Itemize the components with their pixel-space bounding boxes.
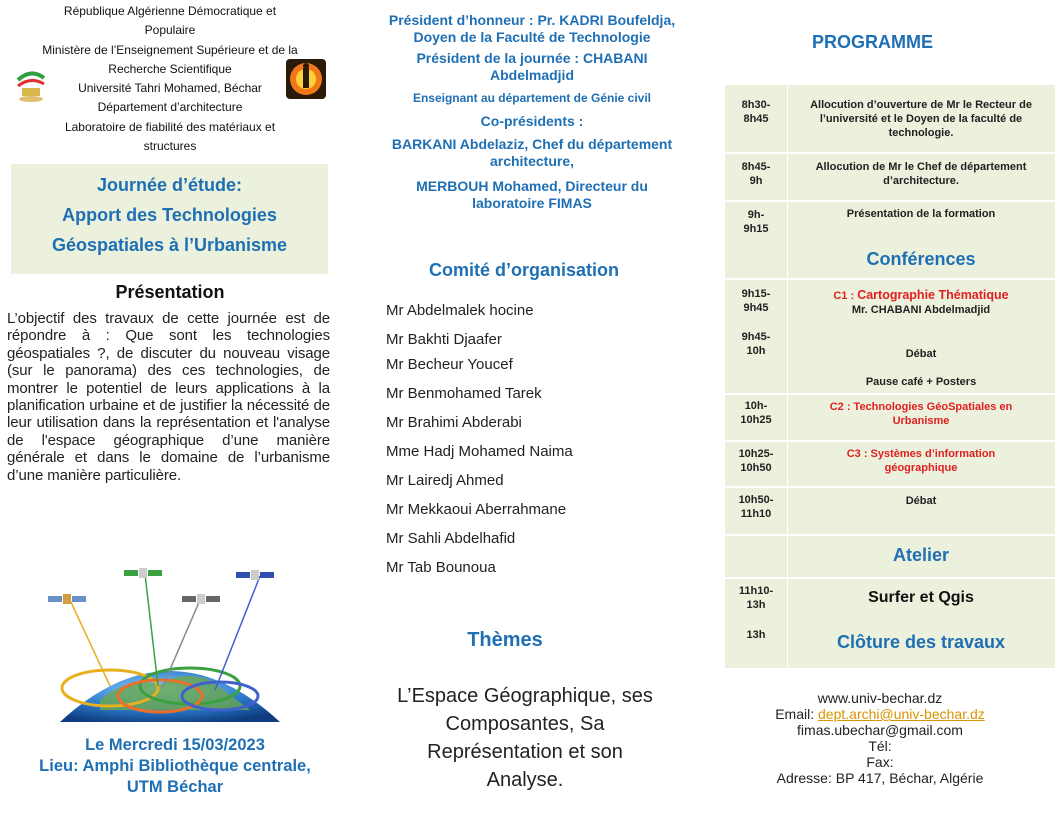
list-item: Mr Brahimi Abderabi [386,414,522,431]
c1-speaker: Mr. CHABANI Abdelmadjid [851,304,991,316]
time-cell: 9h45- 10h [741,331,771,357]
debate-label: Débat [905,495,937,507]
time-cell: 8h45- 9h [741,161,771,187]
time-cell: 10h- 10h25 [740,400,772,426]
list-item: Mr Lairedj Ahmed [386,472,504,489]
university-logo [14,66,48,104]
honor-line: Président de la journée : CHABANI [416,50,648,66]
study-day-line: Géospatiales à l’Urbanisme [51,235,288,255]
time-cell: 11h10- 13h [738,585,774,611]
themes-line: Représentation et son [427,741,623,763]
program-title: PROGRAMME [812,32,933,52]
themes-text [340,682,710,794]
themes-title: Thèmes [467,629,543,651]
time-cell: 8h30- 8h45 [741,99,771,125]
institution-line: Recherche Scientifique [108,61,232,76]
row-divider [725,278,1055,280]
address: Adresse: BP 417, Béchar, Algérie [776,770,984,786]
event-location-2: UTM Béchar [126,778,224,796]
c1-code: C1 : [833,290,858,302]
list-item: Mr Bakhti Djaafer [386,331,502,348]
honor-line: Co-présidents : [480,113,584,129]
themes-line: L’Espace Géographique, ses [397,685,653,707]
list-item: Mr Benmohamed Tarek [386,385,542,402]
workshop-software: Surfer et Qgis [868,589,974,606]
study-day-line: Journée d’étude: [96,175,243,195]
event-location: Lieu: Amphi Bibliothèque centrale, [39,757,311,775]
committee-members-list [386,300,573,586]
program-schedule-table [725,85,1055,668]
institution-line: structures [143,139,197,154]
description-cell: Présentation de la formation [846,208,996,220]
list-item: Mme Hadj Mohamed Naima [386,443,573,460]
conference-c2: C2 : Technologies GéoSpatiales en Urbanisme [829,401,1013,427]
satellite-globe-illustration [40,560,300,722]
workshop-heading: Atelier [892,545,950,565]
email-label: Email: [775,706,819,722]
honor-line: laboratoire FIMAS [472,195,592,211]
institution-line: Populaire [144,23,196,38]
event-info [0,735,350,798]
row-divider [725,577,1055,579]
description-cell: Allocution de Mr le Chef de département d’architecture. [815,161,1027,187]
row-divider [725,200,1055,202]
list-item: Mr Tab Bounoua [386,559,496,576]
institution-line: Laboratoire de fiabilité des matériaux et [64,119,276,134]
time-cell: 13h [746,629,766,641]
email-link[interactable]: dept.archi@univ-bechar.dz [818,706,985,722]
debate-label: Débat [905,348,937,360]
conference-c1 [787,288,1055,317]
row-divider [725,393,1055,395]
institution-line: Ministère de l’Enseignement Supérieure et de la [42,42,298,57]
contact-info [730,690,1030,786]
conference-c3: C3 : Systèmes d’information géographique [846,448,996,474]
time-cell: 10h50- 11h10 [738,494,774,520]
committee-title: Comité d’organisation [428,260,619,280]
honor-line: BARKANI Abdelaziz, Chef du département [391,136,673,152]
row-divider [725,152,1055,154]
presentation-text: L’objectif des travaux de cette journée est de répondre à : Que sont les technologies géospatiales ?, de discuter du nouveau visage (sur le panorama) des ces technologies, de montrer le potentiel de leurs applications à la planification urbaine et de justifier la nécessité de leur utilisation dans la représentation et l'analyse de l'espace géographique d’une manière générale et dans le domaine de l’urbanisme d’une manière particulière. [7,310,330,484]
coffee-break-label: Pause café + Posters [865,376,977,388]
list-item: Mr Becheur Youcef [386,356,513,373]
institution-line: Département d’architecture [97,100,243,115]
row-divider [725,534,1055,536]
time-cell: 10h25- 10h50 [738,448,774,474]
row-divider [725,486,1055,488]
description-cell: Allocution d’ouverture de Mr le Recteur de l’université et le Doyen de la faculté de technologie. [810,99,1032,139]
row-divider [725,440,1055,442]
fax-label: Fax: [866,754,894,770]
honor-line: Doyen de la Faculté de Technologie [413,29,651,45]
website-link[interactable]: www.univ-bechar.dz [817,690,943,706]
themes-line: Composantes, Sa [445,713,605,735]
email-row [730,706,1030,722]
honor-line: architecture, [489,153,575,169]
time-cell: 9h- 9h15 [743,209,769,235]
study-day-title-box [11,164,328,274]
honor-line: Président d’honneur : Pr. KADRI Boufeldja, [388,12,676,28]
institution-line: République Algérienne Démocratique et [63,4,277,18]
phone-label: Tél: [868,738,892,754]
honor-line: Enseignant au département de Génie civil [412,91,652,105]
themes-line: Analyse. [486,769,564,791]
event-date: Le Mercredi 15/03/2023 [85,736,265,754]
honor-presidents-block [358,12,706,212]
study-day-line: Apport des Technologies [62,205,277,225]
list-item: Mr Sahli Abdelhafid [386,530,516,547]
laboratory-logo [285,58,327,100]
honor-line: Abdelmadjid [489,67,574,83]
honor-line: MERBOUH Mohamed, Directeur du [416,178,648,194]
institution-line: Université Tahri Mohamed, Béchar [78,81,262,96]
closing-label: Clôture des travaux [836,632,1006,652]
c1-title: Cartographie Thématique [857,288,1009,302]
presentation-title: Présentation [115,282,225,302]
email-secondary: fimas.ubechar@gmail.com [797,722,963,738]
list-item: Mr Mekkaoui Aberrahmane [386,501,567,518]
time-cell: 9h15- 9h45 [741,288,771,314]
list-item: Mr Abdelmalek hocine [386,302,534,319]
conferences-heading: Conférences [866,249,976,269]
